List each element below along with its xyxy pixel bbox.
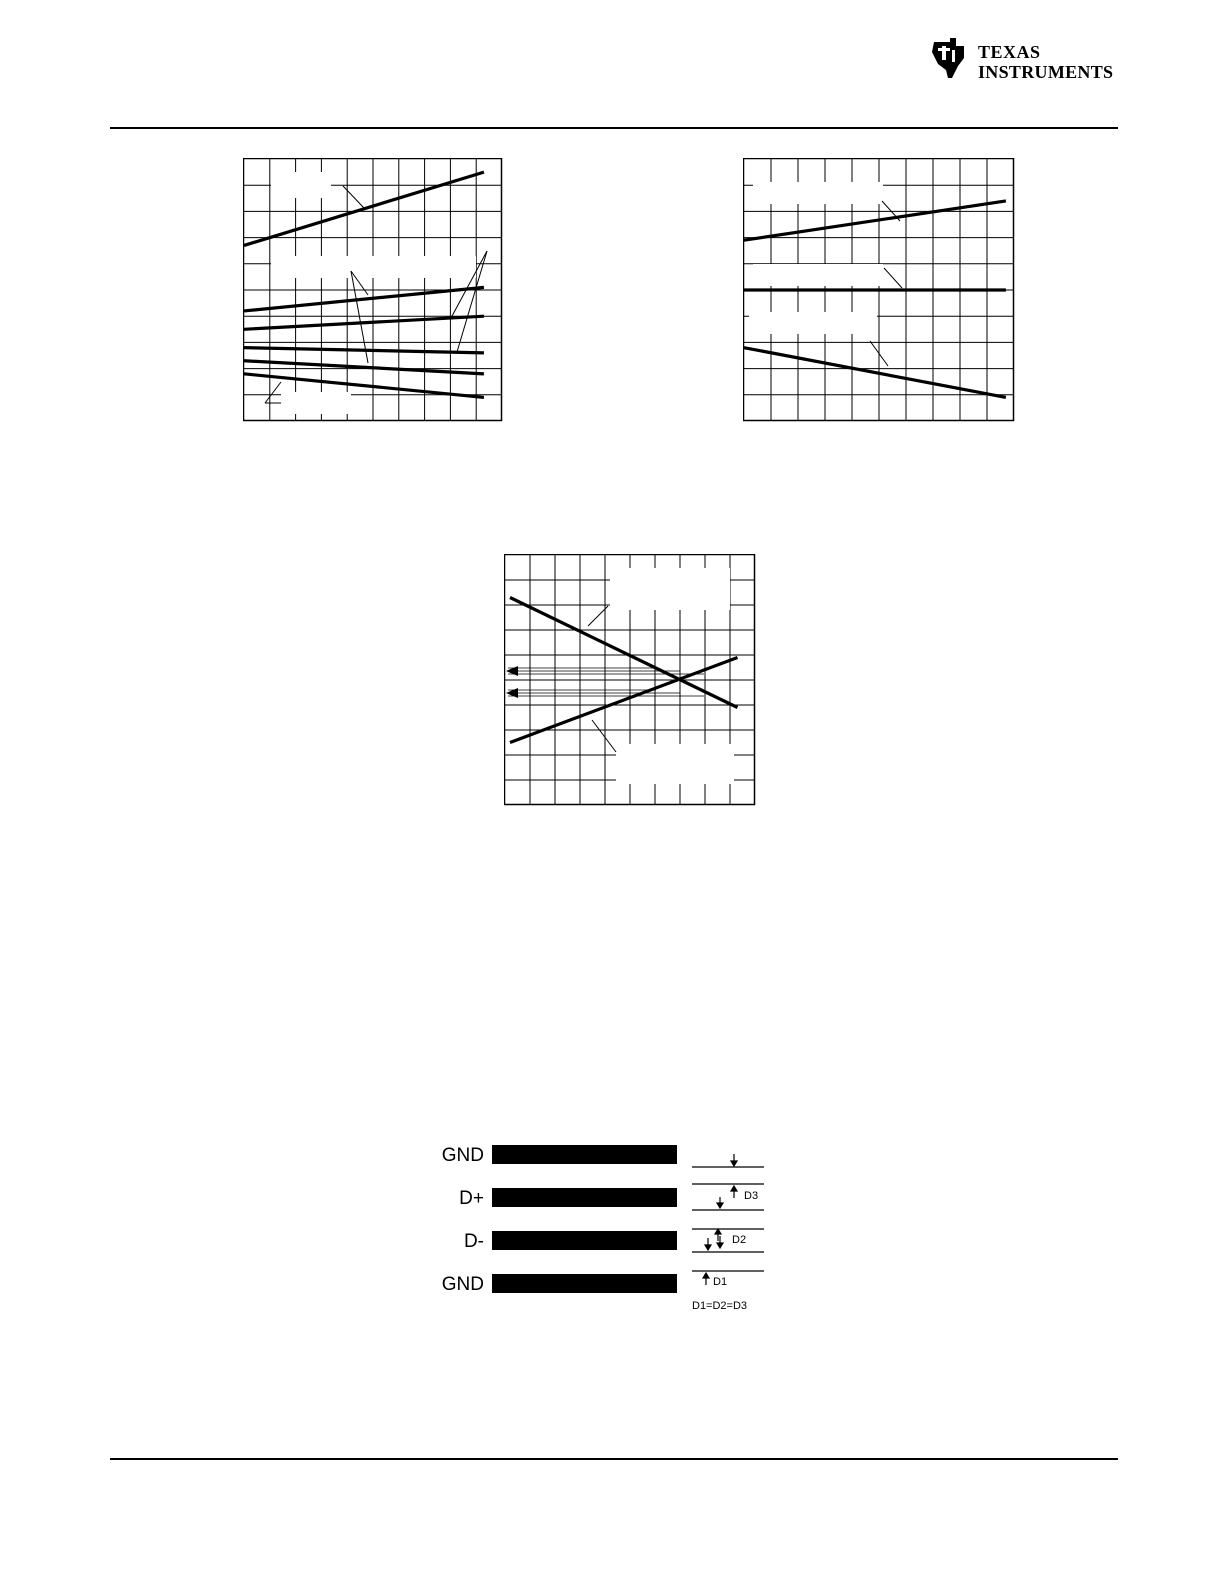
trace-bar-d-minus: [492, 1231, 677, 1250]
chart-1-annotation-box: [271, 172, 331, 198]
logo-wordmark-line1: TEXAS: [978, 42, 1041, 62]
chart-3-annotation-box: [610, 568, 730, 610]
series-line-5: [244, 361, 484, 374]
chart-2: [743, 158, 1015, 422]
trace-label-gnd-top: GND: [441, 1145, 484, 1166]
trace-label-gnd-bottom: GND: [441, 1274, 484, 1295]
series-line-1: [744, 201, 1006, 240]
series-line-2: [244, 287, 484, 311]
dimension-label-d1: D1: [713, 1276, 728, 1288]
ti-logo-icon: [928, 36, 972, 80]
spacing-dimension-diagram: [690, 1148, 770, 1298]
chart-2-annotation-box: [753, 182, 883, 204]
dimension-label-d2: D2: [732, 1234, 747, 1246]
chart-2-annotation-box: [749, 312, 877, 334]
trace-label-d-plus: D+: [459, 1188, 484, 1209]
chart-3-arrowhead-lower: [506, 688, 518, 698]
series-line-3: [744, 348, 1006, 398]
footer-rule: [110, 1458, 1118, 1460]
trace-label-d-minus: D-: [463, 1231, 484, 1252]
chart-1-annotation-box: [271, 256, 476, 278]
logo-wordmark-line2: INSTRUMENTS: [978, 62, 1114, 82]
series-line-1: [510, 598, 738, 708]
chart-1-annotation-box: [281, 392, 351, 414]
series-line-4: [244, 348, 484, 353]
dimension-equation: D1=D2=D3: [692, 1300, 748, 1312]
chart-3-leader-line: [592, 720, 616, 752]
chart-3-arrowhead-upper: [506, 666, 518, 676]
trace-bar-d-plus: [492, 1188, 677, 1207]
chart-2-series: [744, 201, 1006, 397]
chart-3: [504, 554, 756, 806]
header-rule: [110, 127, 1118, 129]
chart-2-leader-line: [884, 268, 902, 288]
chart-1-leader-line: [265, 382, 281, 403]
chart-3-annotation-box: [616, 744, 734, 784]
chart-1: [243, 158, 503, 422]
chart-3-series: [510, 598, 738, 743]
chart-1-series: [244, 172, 484, 397]
chart-1-leader-line: [343, 186, 364, 208]
dimension-label-d3: D3: [744, 1190, 759, 1202]
chart-2-annotation-box: [753, 264, 883, 286]
series-line-3: [244, 316, 484, 329]
trace-bar-gnd-bottom: [492, 1274, 677, 1293]
trace-bar-gnd-top: [492, 1145, 677, 1164]
series-line-6: [244, 374, 484, 398]
